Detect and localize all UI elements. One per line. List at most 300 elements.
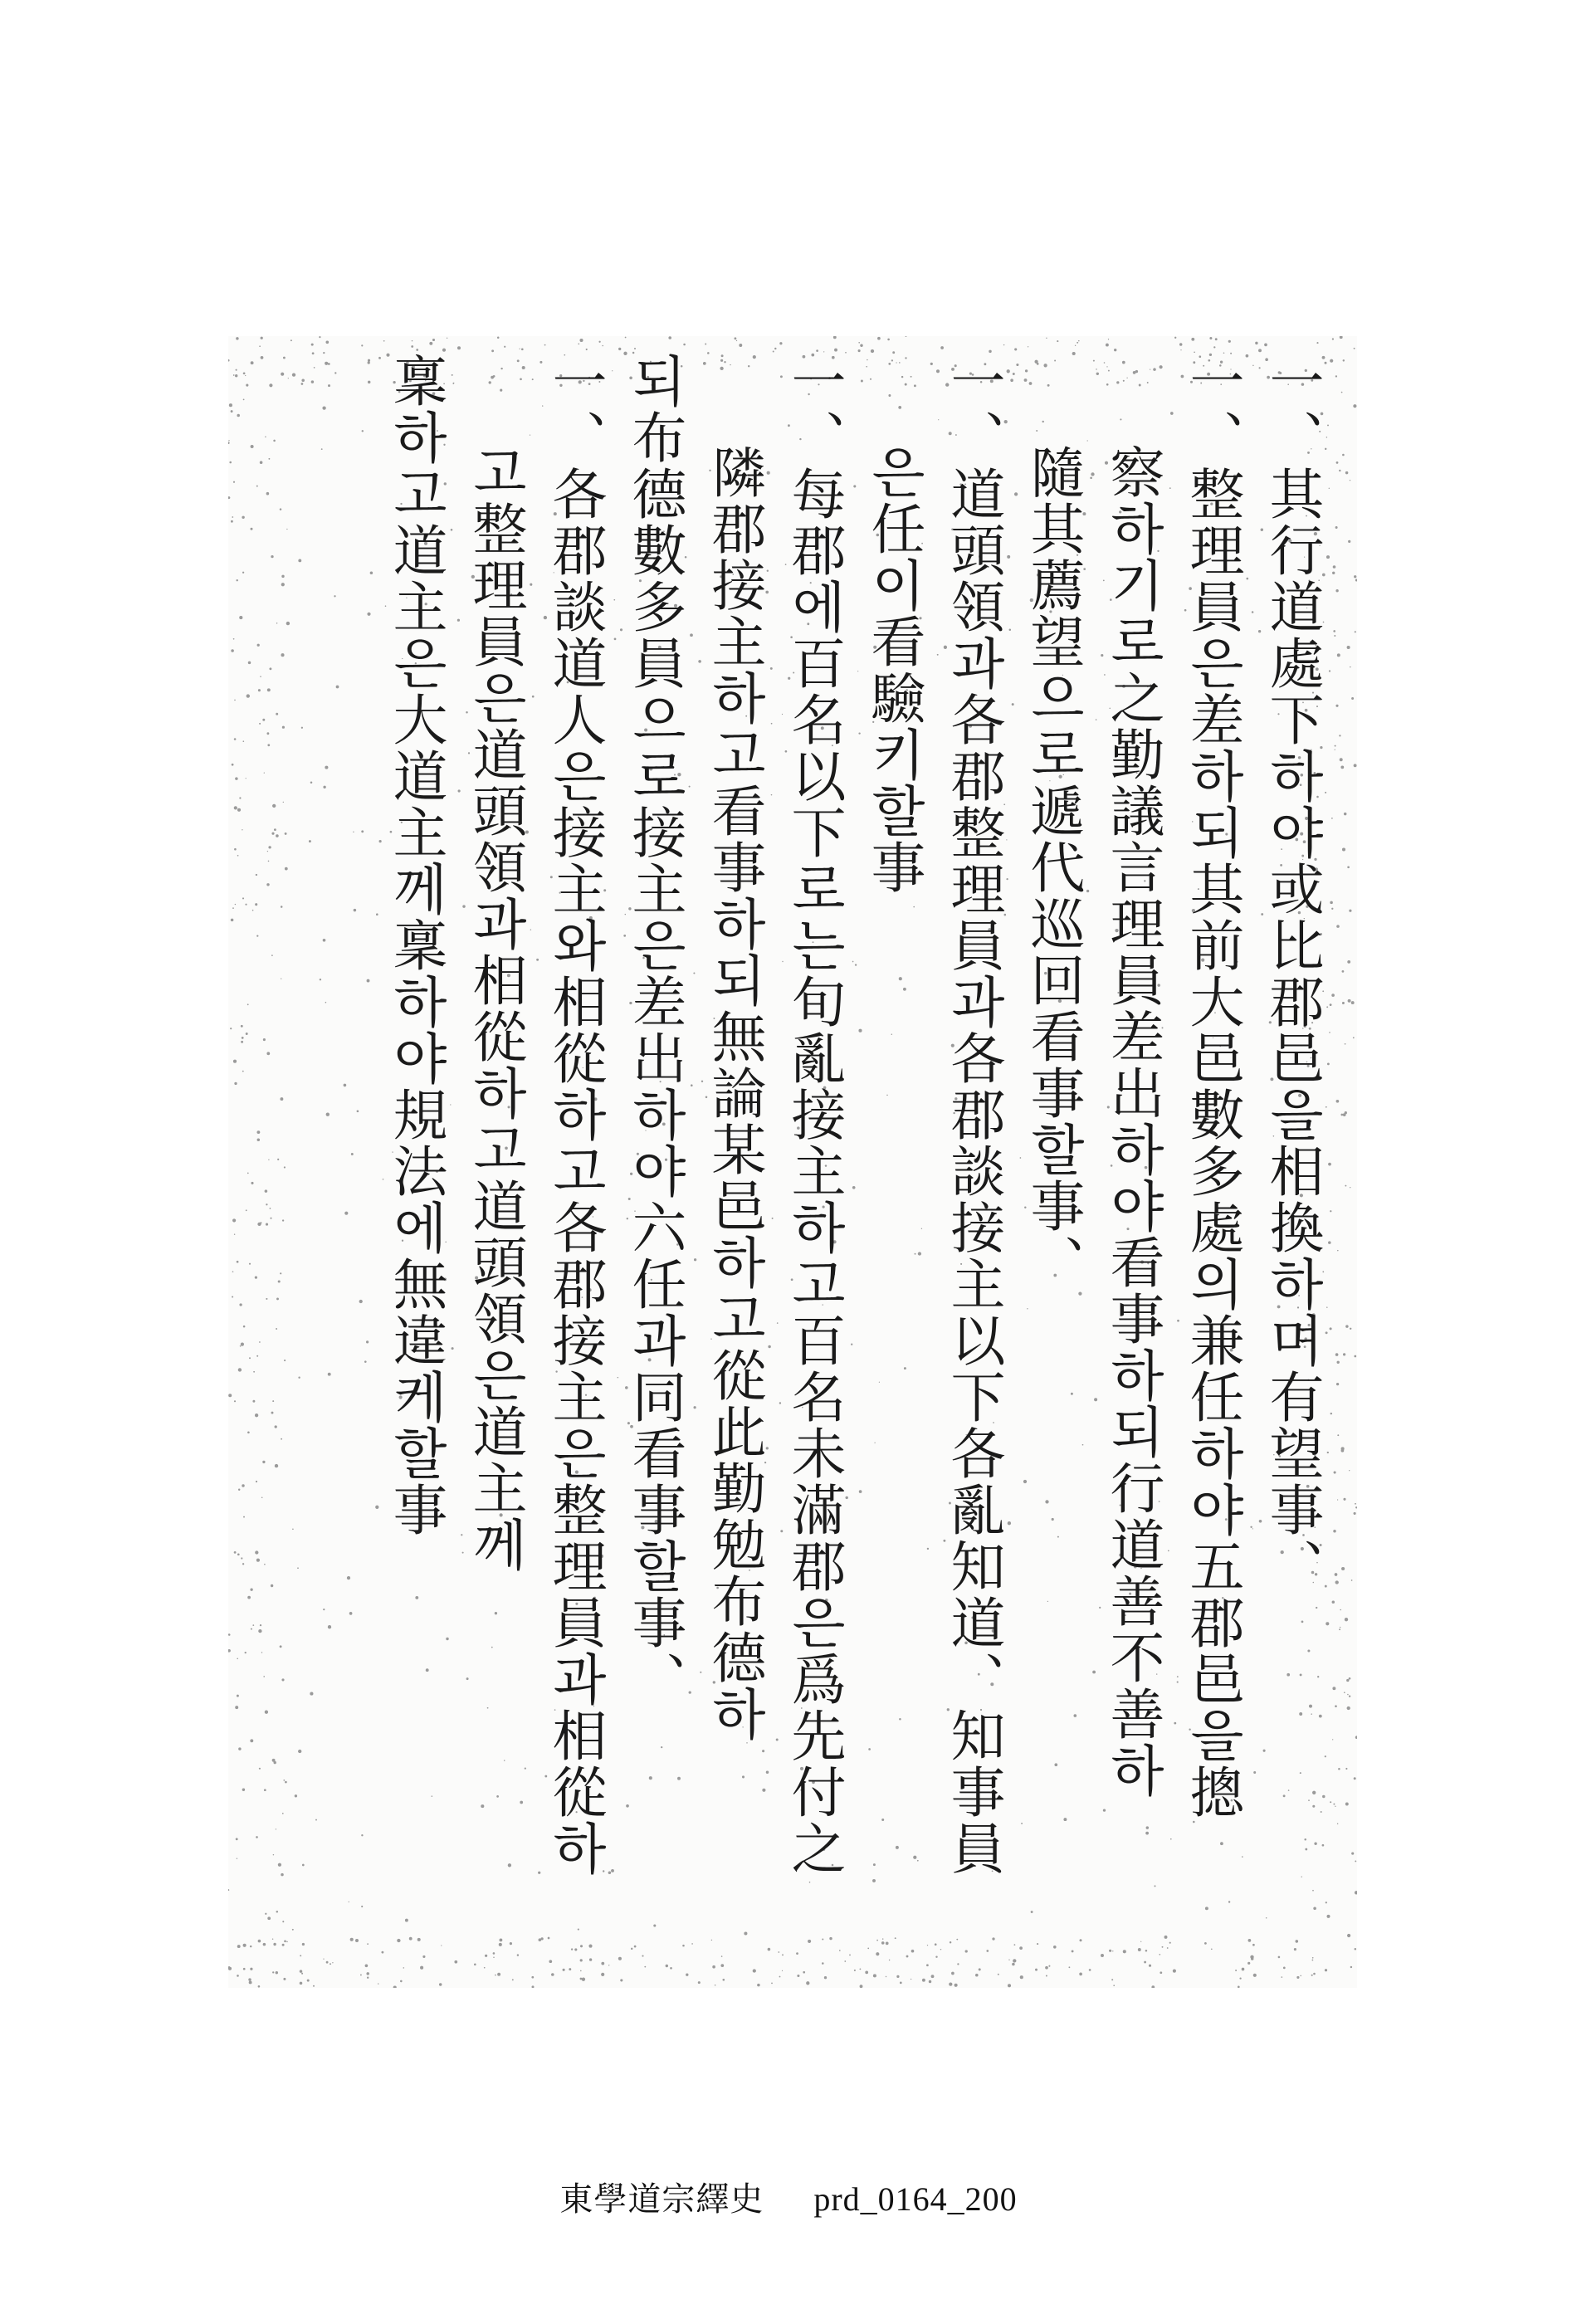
noise-dot: [242, 1037, 244, 1039]
noise-dot: [334, 595, 335, 597]
noise-dot: [298, 1750, 301, 1753]
noise-dot: [232, 907, 234, 909]
noise-dot: [1354, 1777, 1356, 1780]
noise-dot: [265, 437, 266, 438]
noise-dot: [344, 1212, 348, 1215]
noise-dot: [1215, 338, 1218, 340]
noise-dot: [376, 913, 378, 915]
noise-dot: [1336, 1100, 1340, 1103]
caption-page-id: prd_0164_200: [813, 2180, 1018, 2218]
noise-dot: [1340, 766, 1344, 769]
noise-dot: [582, 1978, 585, 1981]
noise-dot: [1328, 1241, 1331, 1244]
noise-dot: [237, 1945, 241, 1948]
noise-dot: [278, 1863, 281, 1867]
noise-dot: [1326, 555, 1330, 559]
noise-dot: [276, 1297, 279, 1300]
noise-dot: [258, 1985, 261, 1988]
noise-dot: [260, 676, 261, 677]
noise-dot: [232, 1271, 234, 1272]
noise-dot: [364, 1360, 367, 1363]
noise-dot: [367, 979, 370, 983]
noise-dot: [235, 904, 236, 905]
noise-dot: [1326, 1006, 1328, 1008]
noise-dot: [1174, 337, 1176, 339]
noise-dot: [1332, 1600, 1335, 1603]
noise-dot: [351, 1153, 354, 1155]
noise-dot: [275, 1425, 277, 1428]
noise-dot: [285, 867, 288, 871]
noise-dot: [1213, 346, 1215, 348]
noise-dot: [1191, 338, 1194, 341]
noise-dot: [951, 1972, 954, 1975]
noise-dot: [228, 1394, 232, 1397]
noise-dot: [260, 1624, 261, 1626]
noise-dot: [238, 1368, 242, 1371]
noise-dot: [238, 1747, 241, 1750]
noise-dot: [1335, 745, 1336, 747]
noise-dot: [1345, 1325, 1348, 1327]
noise-dot: [350, 1938, 354, 1941]
caption-title: 東學道宗繹史: [559, 2180, 764, 2218]
noise-dot: [1332, 338, 1334, 339]
noise-dot: [259, 1768, 261, 1770]
noise-dot: [264, 772, 265, 773]
noise-dot: [248, 662, 251, 665]
noise-dot: [1328, 1163, 1331, 1166]
noise-dot: [1343, 1353, 1345, 1355]
noise-dot: [256, 1836, 258, 1838]
noise-dot: [1355, 1891, 1357, 1894]
noise-dot: [326, 1961, 329, 1964]
noise-dot: [1350, 1966, 1352, 1968]
noise-dot: [265, 1913, 266, 1915]
noise-dot: [255, 903, 257, 906]
noise-dot: [272, 804, 276, 808]
noise-dot: [257, 1139, 261, 1142]
noise-dot: [232, 1296, 233, 1297]
noise-dot: [896, 1975, 899, 1978]
noise-dot: [1209, 337, 1212, 339]
noise-dot: [1335, 375, 1337, 377]
noise-dot: [601, 1973, 604, 1976]
noise-dot: [237, 1658, 238, 1660]
noise-dot: [328, 1625, 331, 1628]
noise-dot: [922, 1979, 925, 1982]
noise-dot: [504, 346, 505, 348]
noise-dot: [259, 723, 261, 725]
noise-dot: [1353, 404, 1356, 408]
noise-dot: [1333, 1804, 1335, 1805]
noise-dot: [361, 344, 363, 346]
noise-dot: [273, 1854, 274, 1855]
noise-dot: [1160, 1971, 1162, 1974]
noise-dot: [261, 1496, 263, 1498]
noise-dot: [263, 1943, 266, 1946]
noise-dot: [228, 1633, 230, 1636]
noise-dot: [247, 1173, 249, 1174]
noise-dot: [300, 1982, 303, 1985]
noise-dot: [579, 339, 583, 342]
noise-dot: [251, 445, 254, 448]
noise-dot: [307, 1980, 310, 1982]
noise-dot: [1343, 1002, 1345, 1003]
noise-dot: [325, 340, 329, 344]
noise-dot: [264, 1789, 266, 1791]
noise-dot: [1354, 575, 1356, 578]
noise-dot: [698, 1981, 701, 1984]
noise-dot: [368, 361, 370, 364]
noise-dot: [271, 555, 273, 558]
noise-dot: [302, 1943, 305, 1946]
noise-dot: [246, 778, 247, 779]
noise-dot: [251, 361, 254, 364]
noise-dot: [282, 726, 285, 729]
noise-dot: [1347, 1706, 1350, 1710]
noise-dot: [833, 336, 837, 339]
noise-dot: [940, 346, 944, 349]
noise-dot: [1300, 1975, 1301, 1977]
noise-dot: [1338, 1768, 1340, 1770]
manuscript-column: 되布德數多員으로接主은差出하야六任과同看事할事、: [622, 353, 686, 1707]
noise-dot: [242, 1563, 244, 1565]
noise-dot: [544, 344, 546, 346]
noise-dot: [314, 367, 315, 369]
noise-dot: [1282, 1976, 1283, 1978]
noise-dot: [954, 1984, 958, 1987]
noise-dot: [1346, 1679, 1349, 1682]
noise-dot: [298, 559, 301, 562]
noise-dot: [367, 613, 370, 616]
noise-dot: [722, 1979, 725, 1981]
noise-dot: [233, 638, 235, 640]
noise-dot: [1327, 1062, 1330, 1065]
noise-dot: [332, 1962, 333, 1963]
noise-dot: [1342, 847, 1345, 851]
noise-dot: [1341, 1567, 1345, 1570]
noise-dot: [243, 740, 245, 742]
noise-dot: [442, 349, 446, 352]
noise-dot: [246, 384, 248, 387]
noise-dot: [268, 458, 270, 460]
noise-dot: [281, 653, 284, 657]
noise-dot: [231, 410, 233, 413]
noise-dot: [521, 348, 524, 350]
noise-dot: [1345, 1768, 1347, 1770]
noise-dot: [1335, 1580, 1339, 1584]
noise-dot: [323, 786, 325, 788]
noise-dot: [1355, 1736, 1357, 1739]
noise-dot: [1228, 340, 1231, 343]
manuscript-columns: [383, 353, 1324, 1971]
noise-dot: [259, 1341, 261, 1343]
noise-dot: [357, 1110, 359, 1112]
noise-dot: [1111, 1979, 1113, 1980]
noise-dot: [1354, 1355, 1356, 1358]
noise-dot: [1326, 1306, 1328, 1308]
noise-dot: [1326, 1331, 1328, 1334]
noise-dot: [1326, 1622, 1329, 1625]
noise-dot: [272, 1759, 276, 1762]
noise-dot: [1348, 999, 1351, 1003]
noise-dot: [270, 1218, 271, 1219]
noise-dot: [367, 1976, 369, 1978]
noise-dot: [998, 1974, 999, 1975]
noise-dot: [1355, 1503, 1356, 1505]
noise-dot: [239, 797, 241, 798]
noise-dot: [322, 406, 325, 409]
noise-dot: [247, 694, 250, 697]
noise-dot: [263, 1038, 266, 1041]
noise-dot: [243, 399, 245, 401]
noise-dot: [311, 380, 314, 383]
noise-dot: [280, 1097, 283, 1101]
noise-dot: [268, 846, 271, 848]
noise-dot: [618, 348, 621, 350]
noise-dot: [228, 440, 229, 441]
noise-dot: [368, 359, 370, 362]
noise-dot: [236, 579, 237, 581]
noise-dot: [598, 341, 600, 343]
noise-dot: [1330, 1801, 1331, 1803]
noise-dot: [249, 1357, 251, 1359]
noise-dot: [256, 1481, 257, 1482]
noise-dot: [282, 1944, 285, 1946]
noise-dot: [274, 828, 276, 831]
page-caption: [0, 2173, 1577, 2220]
noise-dot: [887, 339, 890, 341]
noise-dot: [228, 496, 230, 499]
noise-dot: [283, 1780, 285, 1781]
noise-dot: [285, 1781, 287, 1784]
noise-dot: [321, 448, 323, 450]
noise-dot: [1354, 764, 1357, 767]
scanned-manuscript: [228, 336, 1357, 1988]
noise-dot: [236, 369, 237, 371]
noise-dot: [803, 1971, 805, 1974]
noise-dot: [284, 1940, 286, 1942]
noise-dot: [1327, 1452, 1329, 1453]
manuscript-column: 稟하고道主은大道主께稟하야規法에無違케할事: [383, 353, 447, 1538]
manuscript-column: 一、每郡에百名以下로는旬亂接主하고百名未滿郡은爲先付之: [782, 353, 846, 1877]
noise-dot: [280, 1645, 282, 1648]
noise-dot: [1296, 1976, 1299, 1979]
noise-dot: [1351, 1853, 1354, 1855]
noise-dot: [326, 1113, 330, 1116]
noise-dot: [234, 738, 237, 740]
noise-dot: [229, 403, 232, 407]
noise-dot: [281, 1678, 284, 1681]
noise-dot: [312, 352, 315, 354]
noise-dot: [975, 1974, 979, 1977]
noise-dot: [237, 855, 239, 857]
noise-dot: [265, 1711, 268, 1714]
noise-dot: [234, 848, 237, 851]
noise-dot: [325, 362, 328, 365]
noise-dot: [272, 1400, 274, 1402]
noise-dot: [257, 1223, 261, 1226]
noise-dot: [320, 979, 321, 980]
noise-dot: [276, 1911, 279, 1913]
noise-dot: [266, 1223, 268, 1226]
noise-dot: [1337, 653, 1340, 657]
noise-dot: [228, 1966, 230, 1968]
noise-dot: [323, 352, 325, 354]
noise-dot: [266, 732, 269, 735]
noise-dot: [1329, 670, 1330, 671]
noise-dot: [281, 373, 284, 376]
noise-dot: [1057, 340, 1058, 342]
noise-dot: [234, 1551, 237, 1554]
noise-dot: [237, 1975, 239, 1977]
noise-dot: [256, 935, 258, 936]
manuscript-column: 隨其薦望으로遞代巡回看事할事、: [1021, 444, 1085, 1291]
noise-dot: [379, 840, 382, 842]
noise-dot: [1355, 1948, 1357, 1950]
noise-dot: [286, 1941, 288, 1943]
noise-dot: [251, 1628, 252, 1630]
noise-dot: [271, 832, 274, 835]
noise-dot: [1330, 359, 1333, 363]
noise-dot: [1333, 630, 1335, 632]
noise-dot: [269, 667, 271, 670]
noise-dot: [497, 1973, 500, 1976]
noise-dot: [858, 349, 861, 352]
noise-dot: [586, 349, 588, 350]
noise-dot: [683, 344, 686, 346]
noise-dot: [1046, 338, 1047, 339]
noise-dot: [309, 840, 311, 842]
noise-dot: [739, 344, 742, 347]
noise-dot: [283, 1978, 286, 1980]
noise-dot: [1325, 448, 1326, 450]
noise-dot: [233, 481, 235, 483]
noise-dot: [354, 909, 356, 911]
noise-dot: [261, 1652, 262, 1653]
noise-dot: [1336, 461, 1339, 464]
noise-dot: [1347, 1694, 1349, 1696]
noise-dot: [280, 1272, 281, 1274]
noise-dot: [378, 357, 381, 359]
noise-dot: [228, 1649, 231, 1653]
noise-dot: [243, 372, 246, 374]
noise-dot: [267, 851, 268, 852]
noise-dot: [1345, 1618, 1348, 1621]
noise-dot: [282, 1921, 284, 1922]
noise-dot: [270, 1208, 271, 1209]
noise-dot: [1332, 572, 1335, 574]
noise-dot: [816, 349, 818, 352]
noise-dot: [1339, 470, 1340, 471]
noise-dot: [668, 336, 671, 339]
noise-dot: [251, 1182, 253, 1184]
noise-dot: [319, 336, 320, 338]
noise-dot: [290, 339, 292, 341]
noise-dot: [280, 508, 282, 510]
noise-dot: [1349, 1677, 1351, 1680]
noise-dot: [532, 1985, 535, 1988]
noise-dot: [259, 345, 261, 347]
noise-dot: [232, 1218, 236, 1222]
noise-dot: [256, 874, 257, 876]
noise-dot: [824, 1976, 827, 1979]
noise-dot: [1344, 813, 1346, 815]
noise-dot: [865, 1971, 868, 1975]
noise-dot: [266, 1204, 267, 1205]
noise-dot: [858, 342, 860, 344]
noise-dot: [491, 349, 494, 352]
noise-dot: [1316, 342, 1318, 344]
noise-dot: [282, 1219, 284, 1221]
noise-dot: [234, 806, 237, 809]
noise-dot: [1325, 792, 1326, 793]
noise-dot: [1332, 1739, 1333, 1740]
noise-dot: [715, 1985, 716, 1986]
noise-dot: [457, 346, 461, 349]
noise-dot: [237, 1261, 239, 1263]
noise-dot: [1347, 646, 1350, 649]
noise-dot: [1350, 1328, 1351, 1330]
noise-dot: [929, 1980, 931, 1983]
noise-dot: [429, 342, 432, 345]
noise-dot: [265, 1189, 268, 1193]
noise-dot: [271, 1584, 273, 1587]
noise-dot: [243, 1968, 246, 1970]
noise-dot: [245, 904, 247, 906]
noise-dot: [248, 1978, 251, 1980]
noise-dot: [266, 1052, 270, 1055]
noise-dot: [255, 1413, 258, 1417]
noise-dot: [1355, 1860, 1356, 1862]
noise-dot: [277, 1159, 279, 1160]
noise-dot: [1151, 1985, 1155, 1988]
noise-dot: [300, 1955, 301, 1956]
noise-dot: [361, 1906, 363, 1907]
noise-dot: [286, 529, 287, 530]
noise-dot: [250, 1589, 252, 1591]
noise-dot: [301, 379, 305, 383]
noise-dot: [292, 1529, 294, 1531]
noise-dot: [234, 700, 236, 701]
noise-dot: [757, 1984, 760, 1987]
noise-dot: [336, 686, 339, 689]
noise-dot: [705, 344, 706, 345]
noise-dot: [242, 572, 244, 574]
noise-dot: [233, 1060, 237, 1063]
noise-dot: [234, 1233, 235, 1234]
noise-dot: [1342, 970, 1345, 973]
manuscript-column: 一、整理員은差하되其前大邑數多處의兼任하야五郡邑을摠: [1180, 353, 1244, 1820]
noise-dot: [1003, 344, 1004, 345]
noise-dot: [285, 832, 287, 835]
noise-dot: [634, 348, 636, 349]
noise-dot: [268, 861, 270, 862]
noise-dot: [228, 442, 230, 444]
noise-dot: [242, 1789, 245, 1791]
noise-dot: [1335, 705, 1338, 707]
noise-dot: [771, 1983, 773, 1985]
noise-dot: [1255, 342, 1257, 344]
noise-dot: [297, 1567, 299, 1569]
noise-dot: [1336, 1383, 1339, 1385]
noise-dot: [359, 1300, 363, 1303]
noise-dot: [242, 1071, 244, 1072]
noise-dot: [1335, 1573, 1338, 1576]
noise-dot: [1113, 1985, 1115, 1986]
manuscript-column: 一、其行道處下하야或比郡邑을相換하며有望事、: [1260, 353, 1324, 1594]
noise-dot: [1238, 1986, 1240, 1988]
noise-dot: [243, 1326, 246, 1328]
